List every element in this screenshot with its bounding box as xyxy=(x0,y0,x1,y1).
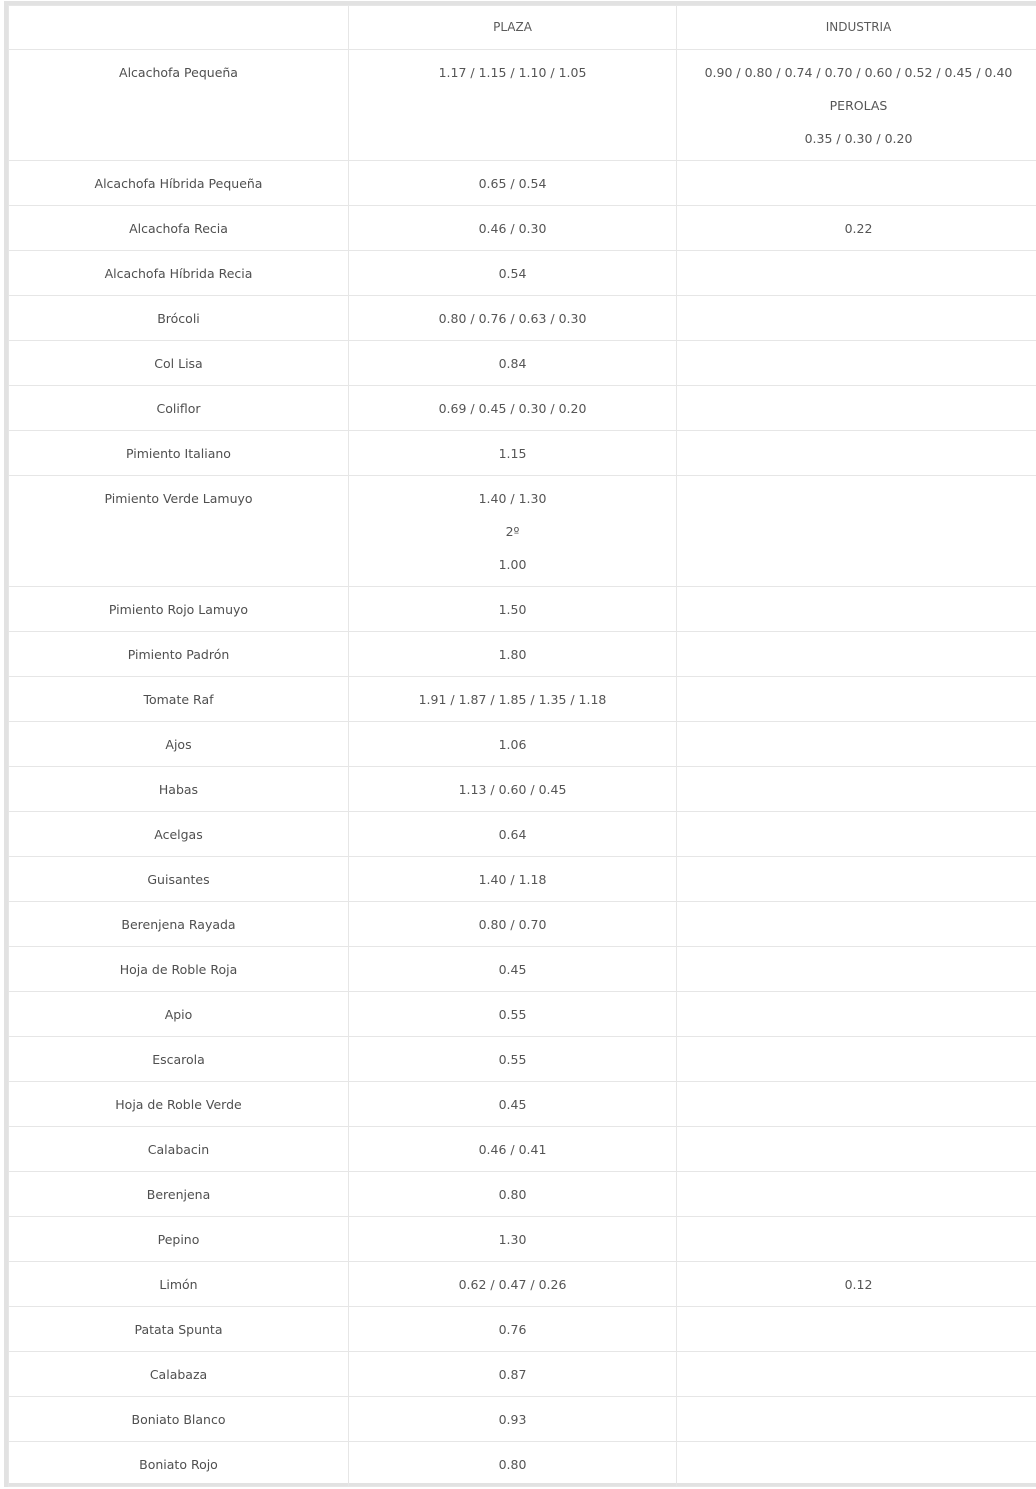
industria-price-cell xyxy=(677,1217,1036,1262)
industria-price-cell xyxy=(677,947,1036,992)
header-product xyxy=(9,6,349,50)
plaza-price-value: 1.91 / 1.87 / 1.85 / 1.35 / 1.18 xyxy=(418,692,607,707)
table-row xyxy=(9,1172,1036,1217)
table-row xyxy=(9,50,1036,161)
industria-price-cell xyxy=(677,341,1036,386)
table-row xyxy=(9,677,1036,722)
table-row xyxy=(9,1442,1036,1487)
industria-price-value: PEROLAS xyxy=(829,98,888,113)
plaza-price-cell xyxy=(349,1307,677,1352)
industria-price-cell xyxy=(677,476,1036,587)
industria-price-cell xyxy=(677,431,1036,476)
plaza-price-cell xyxy=(349,947,677,992)
plaza-price-cell xyxy=(349,50,677,161)
plaza-price-value: 0.46 / 0.30 xyxy=(478,221,547,236)
table-row xyxy=(9,722,1036,767)
table-row xyxy=(9,251,1036,296)
industria-price-cell xyxy=(677,902,1036,947)
industria-price-value: 0.22 xyxy=(844,221,873,236)
table-row xyxy=(9,767,1036,812)
product-name-cell: Calabaza xyxy=(9,1352,349,1397)
plaza-price-value: 1.40 / 1.30 xyxy=(478,491,547,506)
table-row xyxy=(9,1352,1036,1397)
product-name-cell: Brócoli xyxy=(9,296,349,341)
industria-price-value: 0.12 xyxy=(844,1277,873,1292)
industria-price-cell xyxy=(677,1352,1036,1397)
product-name-cell: Pepino xyxy=(9,1217,349,1262)
plaza-price-value: 0.80 xyxy=(498,1457,527,1472)
industria-price-cell xyxy=(677,386,1036,431)
table-row xyxy=(9,857,1036,902)
table-row xyxy=(9,1037,1036,1082)
plaza-price-value: 0.80 xyxy=(498,1187,527,1202)
product-name-cell: Alcachofa Híbrida Pequeña xyxy=(9,161,349,206)
table-row xyxy=(9,632,1036,677)
plaza-price-value: 1.50 xyxy=(498,602,527,617)
table-row xyxy=(9,992,1036,1037)
product-name-cell: Apio xyxy=(9,992,349,1037)
plaza-price-value: 0.87 xyxy=(498,1367,527,1382)
plaza-price-value: 0.80 / 0.76 / 0.63 / 0.30 xyxy=(438,311,587,326)
table-row xyxy=(9,431,1036,476)
industria-price-cell xyxy=(677,857,1036,902)
plaza-price-cell xyxy=(349,1397,677,1442)
plaza-price-cell xyxy=(349,1352,677,1397)
product-name-cell: Hoja de Roble Roja xyxy=(9,947,349,992)
industria-price-cell xyxy=(677,161,1036,206)
product-name-cell: Alcachofa Recia xyxy=(9,206,349,251)
plaza-price-value: 0.55 xyxy=(498,1007,527,1022)
plaza-price-cell xyxy=(349,161,677,206)
table-row xyxy=(9,206,1036,251)
industria-price-cell xyxy=(677,632,1036,677)
plaza-price-value: 0.54 xyxy=(498,266,527,281)
industria-price-cell xyxy=(677,677,1036,722)
industria-price-cell xyxy=(677,1082,1036,1127)
plaza-price-cell xyxy=(349,476,677,587)
table-row xyxy=(9,1307,1036,1352)
table-row xyxy=(9,296,1036,341)
plaza-price-value: 0.45 xyxy=(498,1097,527,1112)
plaza-price-cell xyxy=(349,902,677,947)
plaza-price-cell xyxy=(349,1217,677,1262)
plaza-price-value: 0.76 xyxy=(498,1322,527,1337)
plaza-price-cell xyxy=(349,1127,677,1172)
table-row xyxy=(9,1262,1036,1307)
product-name-cell: Alcachofa Híbrida Recia xyxy=(9,251,349,296)
product-name-cell: Pimiento Padrón xyxy=(9,632,349,677)
plaza-price-value: 1.17 / 1.15 / 1.10 / 1.05 xyxy=(438,65,587,80)
product-name-cell: Berenjena Rayada xyxy=(9,902,349,947)
table-body xyxy=(9,50,1036,1487)
industria-price-cell xyxy=(677,50,1036,161)
industria-price-cell xyxy=(677,992,1036,1037)
industria-price-cell xyxy=(677,812,1036,857)
plaza-price-cell xyxy=(349,1262,677,1307)
plaza-price-value: 0.46 / 0.41 xyxy=(478,1142,547,1157)
industria-price-cell xyxy=(677,296,1036,341)
industria-price-cell xyxy=(677,251,1036,296)
product-name-cell: Berenjena xyxy=(9,1172,349,1217)
table-row xyxy=(9,1082,1036,1127)
plaza-price-value: 0.55 xyxy=(498,1052,527,1067)
industria-price-cell xyxy=(677,1307,1036,1352)
product-name-cell: Ajos xyxy=(9,722,349,767)
plaza-price-cell xyxy=(349,812,677,857)
product-name-cell: Habas xyxy=(9,767,349,812)
industria-price-cell xyxy=(677,1262,1036,1307)
plaza-price-cell xyxy=(349,722,677,767)
plaza-price-cell xyxy=(349,1442,677,1487)
table-row xyxy=(9,1397,1036,1442)
industria-price-value: 0.90 / 0.80 / 0.74 / 0.70 / 0.60 / 0.52 / 0.45 / 0.40 xyxy=(704,65,1013,80)
product-name-cell: Tomate Raf xyxy=(9,677,349,722)
plaza-price-value: 1.30 xyxy=(498,1232,527,1247)
plaza-price-value: 1.13 / 0.60 / 0.45 xyxy=(458,782,567,797)
industria-price-cell xyxy=(677,1037,1036,1082)
industria-price-cell xyxy=(677,722,1036,767)
product-name-cell: Guisantes xyxy=(9,857,349,902)
price-table xyxy=(8,5,1036,1487)
plaza-price-value: 0.69 / 0.45 / 0.30 / 0.20 xyxy=(438,401,587,416)
plaza-price-cell xyxy=(349,857,677,902)
plaza-price-cell xyxy=(349,386,677,431)
table-row xyxy=(9,947,1036,992)
plaza-price-value: 1.80 xyxy=(498,647,527,662)
product-name-cell: Patata Spunta xyxy=(9,1307,349,1352)
plaza-price-value: 1.00 xyxy=(498,557,527,572)
plaza-price-cell xyxy=(349,767,677,812)
product-name-cell: Limón xyxy=(9,1262,349,1307)
product-name-cell: Boniato Blanco xyxy=(9,1397,349,1442)
plaza-price-value: 0.64 xyxy=(498,827,527,842)
plaza-price-value: 0.80 / 0.70 xyxy=(478,917,547,932)
product-name-cell: Escarola xyxy=(9,1037,349,1082)
product-name-cell: Pimiento Verde Lamuyo xyxy=(9,476,349,587)
plaza-price-value: 0.45 xyxy=(498,962,527,977)
industria-price-cell xyxy=(677,1127,1036,1172)
plaza-price-cell xyxy=(349,341,677,386)
plaza-price-value: 2º xyxy=(505,524,520,539)
product-name-cell: Col Lisa xyxy=(9,341,349,386)
plaza-price-cell xyxy=(349,431,677,476)
table-row xyxy=(9,587,1036,632)
table-row xyxy=(9,386,1036,431)
price-table-container xyxy=(4,1,1036,1487)
plaza-price-cell xyxy=(349,677,677,722)
plaza-price-value: 1.06 xyxy=(498,737,527,752)
plaza-price-value: 0.62 / 0.47 / 0.26 xyxy=(458,1277,567,1292)
product-name-cell: Acelgas xyxy=(9,812,349,857)
product-name-cell: Coliflor xyxy=(9,386,349,431)
table-row xyxy=(9,476,1036,587)
product-name-cell: Pimiento Italiano xyxy=(9,431,349,476)
plaza-price-cell xyxy=(349,992,677,1037)
plaza-price-value: 0.65 / 0.54 xyxy=(478,176,547,191)
plaza-price-cell xyxy=(349,251,677,296)
industria-price-cell xyxy=(677,587,1036,632)
industria-price-cell xyxy=(677,206,1036,251)
table-row xyxy=(9,902,1036,947)
plaza-price-value: 1.40 / 1.18 xyxy=(478,872,547,887)
plaza-price-cell xyxy=(349,1082,677,1127)
plaza-price-value: 0.84 xyxy=(498,356,527,371)
plaza-price-cell xyxy=(349,632,677,677)
industria-price-cell xyxy=(677,1172,1036,1217)
table-row xyxy=(9,1217,1036,1262)
product-name-cell: Pimiento Rojo Lamuyo xyxy=(9,587,349,632)
plaza-price-cell xyxy=(349,296,677,341)
plaza-price-cell xyxy=(349,1172,677,1217)
plaza-price-cell xyxy=(349,1037,677,1082)
plaza-price-cell xyxy=(349,587,677,632)
product-name-cell: Boniato Rojo xyxy=(9,1442,349,1487)
table-row xyxy=(9,1127,1036,1172)
product-name-cell: Hoja de Roble Verde xyxy=(9,1082,349,1127)
product-name-cell: Alcachofa Pequeña xyxy=(9,50,349,161)
header-industria: INDUSTRIA xyxy=(677,6,1036,50)
plaza-price-value: 0.93 xyxy=(498,1412,527,1427)
table-row xyxy=(9,161,1036,206)
industria-price-cell xyxy=(677,1397,1036,1442)
plaza-price-cell xyxy=(349,206,677,251)
header-plaza: PLAZA xyxy=(349,6,677,50)
table-row xyxy=(9,812,1036,857)
table-header-row xyxy=(9,6,1036,50)
plaza-price-value: 1.15 xyxy=(498,446,527,461)
industria-price-cell xyxy=(677,1442,1036,1487)
table-row xyxy=(9,341,1036,386)
product-name-cell: Calabacin xyxy=(9,1127,349,1172)
industria-price-cell xyxy=(677,767,1036,812)
industria-price-value: 0.35 / 0.30 / 0.20 xyxy=(804,131,913,146)
